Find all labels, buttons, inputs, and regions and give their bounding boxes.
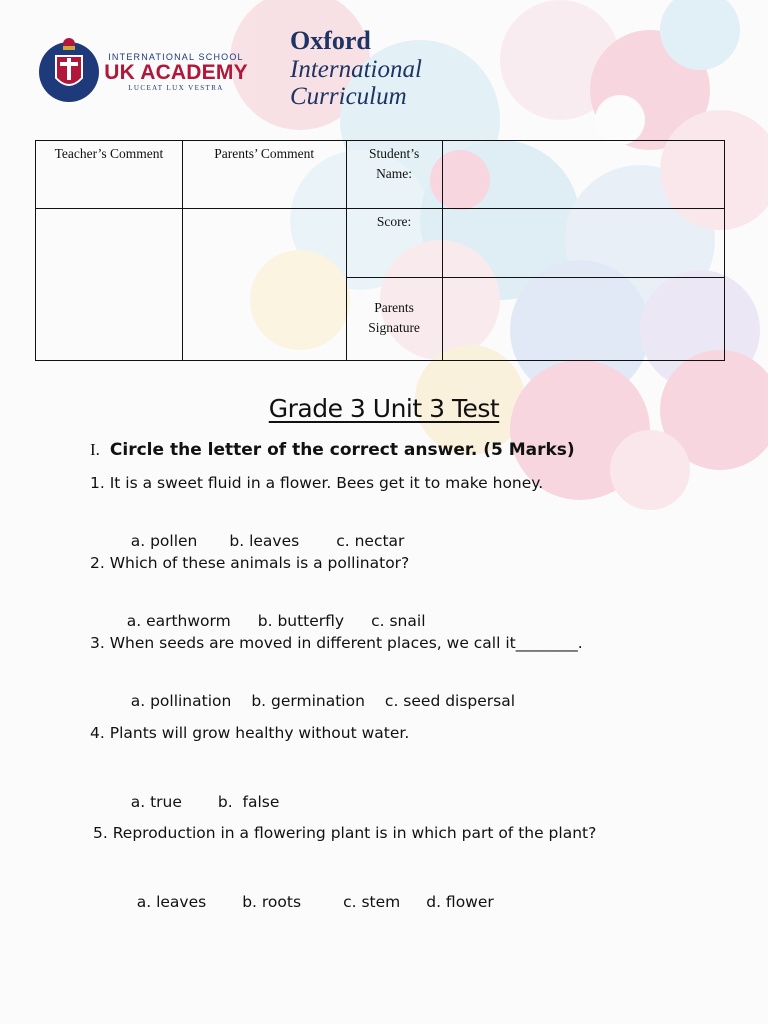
question-1: 1. It is a sweet fluid in a flower. Bees get it to make honey. — [90, 474, 544, 492]
question-4: 4. Plants will grow healthy without water. — [90, 724, 410, 742]
section-number: I. — [90, 440, 100, 459]
page-title — [0, 394, 768, 423]
question-3-option-b[interactable]: b. germination — [251, 692, 365, 710]
question-3-option-c[interactable]: c. seed dispersal — [384, 692, 516, 710]
parents-comment-field[interactable] — [182, 209, 346, 361]
school-logo-text — [100, 52, 252, 92]
school-motto: LUCEAT LUX VESTRA — [128, 84, 224, 92]
oxford-name: Oxford — [290, 26, 371, 55]
oxford-line-2: Curriculum — [290, 83, 407, 110]
info-table — [35, 140, 725, 361]
question-5-options — [117, 875, 494, 929]
teacher-comment-field[interactable] — [36, 209, 183, 361]
parents-signature-field[interactable] — [442, 278, 724, 361]
question-2: 2. Which of these animals is a pollinator? — [90, 554, 410, 572]
question-1-option-a[interactable]: a. pollen — [130, 532, 198, 550]
header — [0, 0, 768, 130]
question-5: 5. Reproduction in a flowering plant is in which part of the plant? — [93, 824, 597, 842]
school-crest-icon — [36, 34, 102, 104]
page-title-text: Grade 3 Unit 3 Test — [268, 394, 500, 423]
question-1-option-c[interactable]: c. nectar — [336, 532, 405, 550]
question-2-option-b[interactable]: b. butterfly — [257, 612, 345, 630]
student-name-field[interactable] — [442, 141, 724, 209]
score-field[interactable] — [442, 209, 724, 278]
parents-signature-label-line1: Parents — [374, 300, 414, 315]
question-1-option-b[interactable]: b. leaves — [229, 532, 300, 550]
question-5-option-a[interactable]: a. leaves — [136, 893, 207, 911]
student-name-label — [346, 141, 442, 209]
question-2-option-c[interactable]: c. snail — [371, 612, 426, 630]
parents-signature-label-line2: Signature — [368, 320, 420, 335]
parents-comment-header: Parents’ Comment — [182, 141, 346, 209]
teacher-comment-header: Teacher’s Comment — [36, 141, 183, 209]
section-instruction: Circle the letter of the correct answer. (5 Marks) — [109, 440, 575, 460]
question-5-option-c[interactable]: c. stem — [343, 893, 401, 911]
oxford-line-1: International — [290, 56, 422, 83]
question-4-option-a[interactable]: a. true — [130, 793, 182, 811]
question-3-option-a[interactable]: a. pollination — [130, 692, 232, 710]
score-label: Score: — [346, 209, 442, 278]
student-name-label-line1: Student’s — [368, 146, 420, 161]
student-name-label-line2: Name: — [376, 166, 413, 181]
oxford-logo — [290, 26, 422, 110]
school-subtitle: INTERNATIONAL SCHOOL — [108, 52, 244, 62]
section-heading — [90, 440, 575, 460]
question-5-option-d[interactable]: d. flower — [426, 893, 494, 911]
question-5-option-b[interactable]: b. roots — [242, 893, 302, 911]
question-4-option-b[interactable]: b. false — [217, 793, 280, 811]
question-2-option-a[interactable]: a. earthworm — [126, 612, 231, 630]
school-name: UK ACADEMY — [104, 61, 248, 84]
question-3-options — [111, 674, 515, 728]
parents-signature-label — [346, 278, 442, 361]
question-3: 3. When seeds are moved in different places, we call it________. — [90, 634, 583, 652]
question-4-options — [111, 775, 279, 829]
